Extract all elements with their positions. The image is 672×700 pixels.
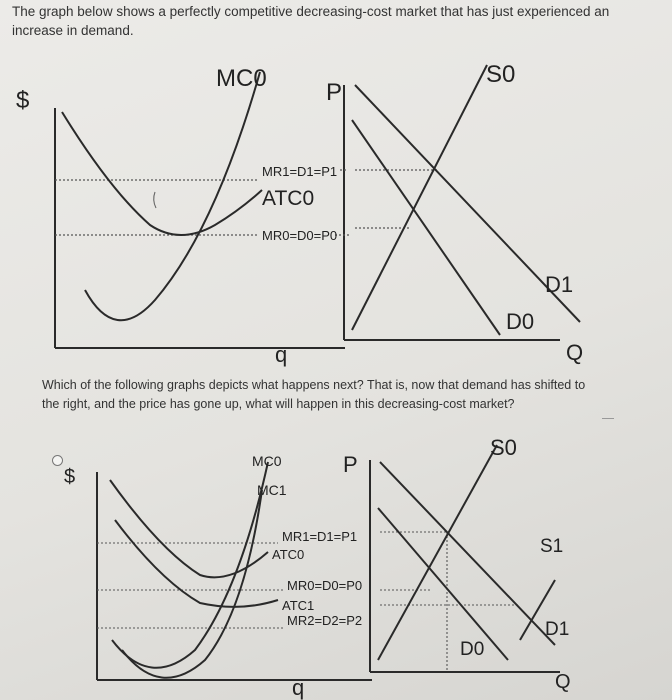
d0-label-bottom: D0: [460, 639, 485, 660]
mc0-label-bottom: MC0: [252, 453, 282, 469]
d0-line-b: [378, 508, 508, 660]
mc1-curve-b: [122, 490, 262, 678]
d0-label-top: D0: [506, 309, 535, 334]
q-firm-label-bottom: q: [292, 675, 305, 700]
mr1-label-bottom: MR1=D1=P1: [282, 529, 358, 544]
question-line-1: The graph below shows a perfectly competitive decreasing-cost market that has just experienced an: [12, 4, 610, 19]
atc0-label-top: ATC0: [262, 187, 315, 210]
p-label-bottom: P: [343, 452, 358, 477]
q-firm-label-top: q: [275, 342, 288, 367]
d1-line-b: [380, 462, 555, 645]
q-market-label-bottom: Q: [555, 671, 571, 693]
dollar-sign-bottom: $: [64, 466, 76, 488]
d1-label-bottom: D1: [545, 619, 570, 640]
dollar-sign-top: $: [16, 87, 30, 114]
mc1-label-bottom: MC1: [257, 482, 287, 498]
question-line-2: increase in demand.: [12, 23, 134, 38]
s0-label-top: S0: [486, 61, 516, 88]
followup-line-2: the right, and the price has gone up, what will happen in this decreasing-cost market?: [42, 397, 515, 411]
d1-label-top: D1: [545, 272, 574, 297]
s1-label-bottom: S1: [540, 536, 564, 557]
mr0-label-top: MR0=D0=P0: [262, 228, 338, 243]
q-market-label-top: Q: [566, 340, 584, 365]
mc0-curve-b: [112, 462, 268, 668]
atc0-curve-b: [110, 480, 268, 577]
s0-label-bottom: S0: [490, 435, 517, 460]
mr1-label-top: MR1=D1=P1: [262, 164, 338, 179]
mr2-label-bottom: MR2=D2=P2: [287, 613, 363, 628]
atc0-label-bottom: ATC0: [272, 547, 305, 562]
mc0-label-top: MC0: [216, 65, 267, 92]
p-label-top: P: [326, 79, 343, 106]
followup-line-1: Which of the following graphs depicts what happens next? That is, now that demand has shifted to: [42, 378, 586, 392]
mr0-label-bottom: MR0=D0=P0: [287, 578, 363, 593]
atc1-label-bottom: ATC1: [282, 598, 315, 613]
